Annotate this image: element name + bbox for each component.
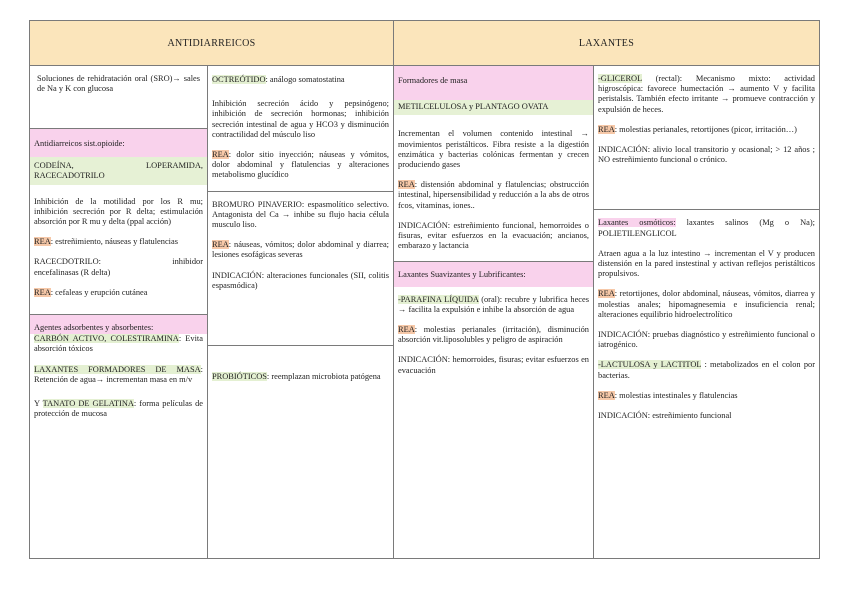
rea-text: : estreñimiento, náuseas y flatulencias — [50, 237, 178, 247]
column-1: Soluciones de rehidratación oral (SRO)→ sales de Na y K con glucosa Antidiarreicos sist.opioide: CODEÍNA, LOPERAMIDA, RACECADOTRILO Inhibición de la motilidad por los R mu; inhibición secreción por R delta; estimulación absorción por R mu y delta (ppal acción) REA: estreñimiento, náuseas y flatulencias RACECDOTRILO: inhibidor encefalinasas (R delta) REA: cefaleas y erupción cutánea Agentes adsorbentes y absorbentes: CARBÓN ACTIVO, COLESTIRAMINA: Evita absorción tóxicos LAXANTES FORMADORES DE MASA: Retención de agua→ incrementan masa en m/v Y TANATO DE GELATINA: forma películas de protección de mucosa — [30, 66, 208, 559]
bromuro-rea: : náuseas, vómitos; dolor abdominal y diarrea; lesiones esofágicas severas — [212, 240, 389, 260]
rea-label: REA — [598, 124, 615, 134]
lactulosa-rea: : molestias intestinales y flatulencias — [614, 390, 738, 400]
lactulosa-name: -LACTULOSA y LACTITOL — [598, 360, 702, 370]
metil-rea: : distensión abdominal y flatulencias; obstrucción intestinal, hipersensibilidad y reducción a la abs de otros fcos, vitaminas, iones.. — [398, 180, 589, 210]
adsorb-drugs: CARBÓN ACTIVO, COLESTIRAMINA — [34, 334, 179, 344]
formadores-title: Formadores de masa — [394, 66, 593, 100]
rea-label: REA — [598, 390, 615, 400]
tanato-prefix: Y — [34, 399, 43, 409]
glicerol-rea: : molestias perianales, retortijones (picor, irritación…) — [614, 124, 797, 134]
parafina-text: (oral): recubre y lubrifica heces → facilita la expulsión e inhibe la absorción de agua — [398, 294, 589, 314]
rea-label: REA — [34, 287, 51, 297]
parafina-rea: : molestias perianales (irritación), disminución absorción vit.liposolubles y peligro de aspiración — [398, 325, 589, 345]
sro-text: Soluciones de rehidratación oral (SRO)→ sales de Na y K con glucosa — [37, 74, 200, 94]
osmoticos-rea: : retortijones, dolor abdominal, náuseas, vómitos, diarrea y molestias anales; hipomagnesemia e insuficiencia renal; alteraciones equilibrio hidroelectrolítico — [598, 289, 815, 319]
metil-mechanism: Incrementan el volumen contenido intestinal → movimientos peristálticos. Fibra resiste a la digestión enzimática y bacterias colónicas fermentan y crecen produciendo gases — [398, 129, 589, 170]
osmoticos-mechanism: Atraen agua a la luz intestino → incrementan el V y producen distensión en la pared instestinal y activan reflejos peristálticos propulsivos. — [598, 248, 815, 279]
tanato-text: : forma películas de protección de mucosa — [34, 399, 204, 419]
rea-label: REA — [398, 325, 415, 335]
opioid-title: Antidiarreicos sist.opioide: — [30, 129, 207, 157]
page — [29, 20, 819, 557]
osmoticos-drugs: laxantes salinos (Mg o Na); POLIETILENGLICOL — [598, 218, 815, 238]
pharmacology-table — [29, 20, 820, 559]
rea-text: : cefaleas y erupción cutánea — [50, 287, 148, 297]
lax-masa-name: LAXANTES FORMADORES DE MASA — [34, 364, 201, 374]
osmoticos-indicacion: INDICACIÓN: pruebas diagnóstico y estreñimiento funcional o iatrogénico. — [598, 330, 815, 350]
adsorb-title: Agentes adsorbentes y absorbentes: — [30, 315, 207, 334]
lax-masa-text: : Retención de agua→ incrementan masa en m/v — [34, 364, 203, 384]
bromuro-indicacion: INDICACIÓN: alteraciones funcionales (SII, colitis espasmódica) — [212, 270, 389, 290]
parafina-name: -PARAFINA LÍQUIDA — [398, 294, 479, 304]
codeina: CODEÍNA, — [34, 161, 74, 171]
octreotido-name: OCTREÓTIDO — [212, 75, 266, 84]
probioticos-text: : reemplazan microbiota patógena — [266, 372, 381, 382]
octreotido-rea: : dolor sitio inyección; náuseas y vómitos, dolor abdominal y flatulencias y alteraciones metabolismo glucídico — [212, 150, 389, 180]
rea-label: REA — [598, 289, 615, 299]
rea-label: REA — [212, 150, 229, 160]
opioid-mechanism: Inhibición de la motilidad por los R mu; inhibición secreción por R delta; estimulación absorción por R mu y delta (ppal acción) — [34, 196, 203, 227]
lactulosa-text: : metabolizados en el colon por bacterias. — [598, 360, 815, 380]
rea-label: REA — [212, 240, 229, 250]
suavizantes-title: Laxantes Suavizantes y Lubrificantes: — [394, 262, 593, 286]
racecadotrilo: RACECADOTRILO — [34, 171, 105, 181]
bromuro-text: BROMURO PINAVERIO: espasmolítico selectivo. Antagonista del Ca → inhibe su flujo hacia célula musculo liso. — [212, 199, 389, 230]
lactulosa-indicacion: INDICACIÓN: estreñimiento funcional — [598, 411, 732, 421]
adsorb-text: : Evita absorción tóxicos — [34, 334, 203, 354]
glicerol-indicacion: INDICACIÓN: alivio local transitorio y ocasional; > 12 años ; NO estreñimiento funcional o crónico. — [598, 145, 815, 165]
rea-label: REA — [34, 237, 51, 247]
loperamida: LOPERAMIDA, — [146, 161, 203, 171]
parafina-indicacion: INDICACIÓN: hemorroides, fisuras; evitar esfuerzos en evacuación — [398, 355, 589, 375]
octreotido-mechanism: Inhibición secreción ácido y pepsinógeno; inhibición de secreción hormonas; inhibición secreción intestinal de agua y HCO3 y disminución contractilidad del músculo liso — [212, 99, 389, 139]
octreotido-desc: : análogo somatostatina — [265, 75, 345, 84]
racecdotrilo-desc: encefalinasas (R delta) — [34, 267, 111, 277]
column-2 — [208, 66, 394, 559]
header-laxantes: LAXANTES — [394, 21, 820, 66]
column-4 — [594, 66, 820, 559]
probioticos-name: PROBIÓTICOS — [212, 372, 267, 382]
tanato-name: TANATO DE GELATINA — [42, 399, 134, 409]
osmoticos-title: Laxantes osmóticos: — [598, 218, 676, 228]
column-3 — [394, 66, 594, 559]
racecdotrilo-name: RACECDOTRILO: — [34, 257, 101, 267]
metil-indicacion: INDICACIÓN: estreñimiento funcional, hemorroides o fisuras, evitar esfuerzos en la evacuación; ancianos, embarazo y lactancia — [398, 220, 589, 251]
glicerol-name: -GLICEROL — [598, 74, 642, 83]
metil-name: METILCELULOSA y PLANTAGO OVATA — [394, 100, 593, 115]
header-antidiarreicos: ANTIDIARREICOS — [30, 21, 394, 66]
rea-label: REA — [398, 180, 415, 190]
glicerol-text: (rectal): Mecanismo mixto: actividad higroscópica: favorece humectación → aumento V y facilita peristalsis. También efecto irritante → promueve contracción y expulsión de heces. — [598, 74, 815, 114]
